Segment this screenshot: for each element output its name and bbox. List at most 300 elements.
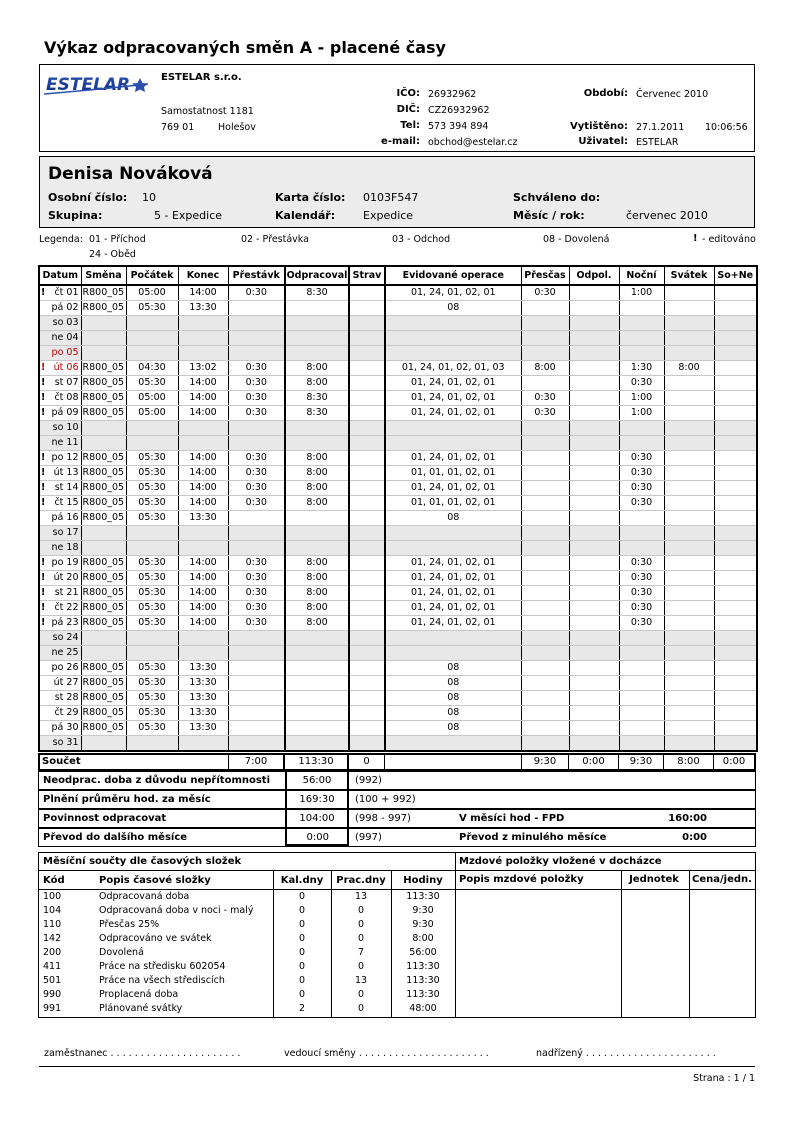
cell-food [349,346,385,361]
cell-end: 13:30 [178,721,228,736]
absence-label: Neodprac. doba z důvodu nepřítomnosti [43,775,271,786]
totals-worked: 113:30 [285,755,349,769]
cell-end: 14:00 [178,496,228,511]
cell-shift: R800_05 [81,511,126,526]
cell-night [619,346,664,361]
cell-night: 1:30 [619,361,664,376]
component-cell: 2 [298,1003,306,1014]
cell-ops [385,526,521,541]
cell-ops [385,736,521,752]
signature-superior: nadřízený . . . . . . . . . . . . . . . . . . . . . . [536,1048,716,1059]
cell-odp [569,376,619,391]
component-cell: 142 [43,933,62,944]
cell-work: 8:00 [285,451,349,466]
cell-shift: R800_05 [81,661,126,676]
cell-ops [385,541,521,556]
edited-flag: ! [41,497,46,508]
col-header: Svátek [664,266,714,285]
table-row [39,451,757,466]
table-row [39,631,757,646]
average-value: 169:30 [285,791,349,808]
fpd-label: V měsíci hod - FPD [459,813,565,824]
cell-ot [521,346,569,361]
component-cell: 0 [357,905,365,916]
cell-brk: 0:30 [228,376,285,391]
cell-end: 14:00 [178,391,228,406]
report-title: Výkaz odpracovaných směn A - placené časy [44,38,446,57]
cell-start [126,631,178,646]
component-cell: 0 [298,947,306,958]
cell-wknd [714,421,757,436]
cell-ot [521,466,569,481]
cell-brk: 0:30 [228,496,285,511]
table-row [39,721,757,736]
cell-wknd [714,691,757,706]
cell-ops: 01, 24, 01, 02, 01, 03 [385,361,521,376]
cell-ot [521,676,569,691]
col-header: Prac.dny [331,871,391,890]
col-header: Odpol. [569,266,619,285]
cell-ops: 01, 24, 01, 02, 01 [385,556,521,571]
cell-brk: 0:30 [228,451,285,466]
cell-end [178,331,228,346]
cell-brk [228,526,285,541]
cell-start: 05:30 [126,301,178,316]
cell-day [39,496,81,511]
component-row [39,974,455,988]
calendar-label: Kalendář: [275,209,336,222]
cell-night: 0:30 [619,556,664,571]
cell-ot: 0:30 [521,406,569,421]
cell-work [285,736,349,752]
table-header-row [39,266,757,285]
cell-brk: 0:30 [228,601,285,616]
cell-food [349,361,385,376]
employee-name: Denisa Nováková [48,164,213,184]
cell-hol [664,301,714,316]
cell-odp [569,361,619,376]
component-row [39,904,455,918]
cell-end [178,526,228,541]
cell-brk [228,436,285,451]
table-row [39,676,757,691]
col-header: Evidované operace [385,266,521,285]
cell-wknd [714,706,757,721]
cell-wknd [714,631,757,646]
cell-end: 13:30 [178,676,228,691]
day-label: ne 18 [51,542,79,553]
table-row [39,421,757,436]
cell-start [126,541,178,556]
cell-ops: 01, 01, 01, 02, 01 [385,466,521,481]
cell-wknd [714,301,757,316]
table-row [39,316,757,331]
cell-work: 8:00 [285,361,349,376]
col-header: Konec [178,266,228,285]
cell-day [39,361,81,376]
cell-hol [664,436,714,451]
component-cell: 7 [357,947,365,958]
cell-night: 0:30 [619,481,664,496]
cell-hol [664,391,714,406]
cell-end [178,631,228,646]
cell-brk [228,706,285,721]
cell-end: 14:00 [178,406,228,421]
cell-start: 05:30 [126,721,178,736]
cell-odp [569,541,619,556]
cell-shift: R800_05 [81,466,126,481]
cell-work: 8:30 [285,406,349,421]
cell-brk [228,421,285,436]
cell-night [619,511,664,526]
cell-day [39,676,81,691]
cell-food [349,661,385,676]
legend-label: Legenda: [39,234,83,245]
cell-ot [521,481,569,496]
cell-start: 05:30 [126,481,178,496]
edited-mark: ! [693,233,698,244]
component-cell: 991 [43,1003,62,1014]
cell-ops [385,421,521,436]
cell-brk [228,316,285,331]
cell-food [349,736,385,752]
cell-ot [521,601,569,616]
cell-odp [569,451,619,466]
cell-ot [521,736,569,752]
cell-brk [228,646,285,661]
required-code: (998 - 997) [355,813,411,824]
cell-hol: 8:00 [664,361,714,376]
cell-night [619,436,664,451]
cell-work: 8:00 [285,496,349,511]
cell-work [285,706,349,721]
ico-label: IČO: [396,88,420,99]
cell-night: 0:30 [619,496,664,511]
cell-day [39,571,81,586]
table-row [39,511,757,526]
cell-day [39,481,81,496]
cell-start: 05:30 [126,466,178,481]
cell-day [39,466,81,481]
component-cell: 9:30 [412,905,434,916]
legend-item: 01 - Příchod [89,234,146,245]
component-cell: 0 [298,961,306,972]
table-row [39,376,757,391]
cell-ops: 08 [385,721,521,736]
cell-odp [569,691,619,706]
cell-start [126,346,178,361]
day-label: po 12 [51,452,79,463]
day-label: pá 16 [51,512,79,523]
cell-night [619,541,664,556]
cell-end: 14:00 [178,601,228,616]
cell-hol [664,676,714,691]
cell-ops: 08 [385,706,521,721]
cell-shift [81,436,126,451]
cell-shift: R800_05 [81,481,126,496]
fpd-value: 160:00 [668,813,707,824]
cell-brk: 0:30 [228,586,285,601]
cell-shift [81,646,126,661]
totals-row [38,753,756,771]
cell-night: 0:30 [619,616,664,631]
totals-food: 0 [349,755,385,769]
cell-work [285,541,349,556]
cell-shift: R800_05 [81,301,126,316]
cell-work: 8:00 [285,556,349,571]
cell-night [619,421,664,436]
cell-odp [569,631,619,646]
cell-food [349,285,385,301]
cell-start: 04:30 [126,361,178,376]
cell-shift: R800_05 [81,451,126,466]
component-cell: Odpracováno ve svátek [99,933,212,944]
absence-row [38,771,756,790]
cell-night [619,706,664,721]
day-label: so 24 [52,632,79,643]
component-cell: 113:30 [406,961,440,972]
day-label: so 10 [52,422,79,433]
day-label: st 28 [54,692,79,703]
cell-end: 14:00 [178,451,228,466]
day-label: pá 09 [51,407,79,418]
cell-ot [521,706,569,721]
cell-wknd [714,601,757,616]
cell-start: 05:30 [126,661,178,676]
edited-flag: ! [41,602,46,613]
component-cell: 0 [357,961,365,972]
personal-no-value: 10 [142,191,156,204]
table-row [39,541,757,556]
cell-odp [569,436,619,451]
tel-label: Tel: [400,120,420,131]
cell-work [285,526,349,541]
required-value: 104:00 [285,810,349,827]
cell-food [349,556,385,571]
table-row [39,301,757,316]
cell-ops: 08 [385,511,521,526]
cell-ops [385,631,521,646]
cell-ot [521,526,569,541]
col-header: Přestávk [228,266,285,285]
cell-wknd [714,511,757,526]
day-label: čt 22 [54,602,79,613]
cell-shift: R800_05 [81,376,126,391]
cell-day [39,541,81,556]
cell-night [619,736,664,752]
day-label: po 26 [51,662,79,673]
cell-end [178,436,228,451]
day-label: ne 25 [51,647,79,658]
edited-flag: ! [41,407,46,418]
cell-start: 05:30 [126,616,178,631]
cell-night [619,301,664,316]
cell-ot [521,331,569,346]
table-row [39,661,757,676]
cell-night [619,631,664,646]
cell-odp [569,661,619,676]
cell-shift [81,736,126,752]
cell-wknd [714,541,757,556]
table-row [39,571,757,586]
cell-end [178,541,228,556]
cell-odp [569,285,619,301]
day-label: ne 04 [51,332,79,343]
cell-end: 14:00 [178,556,228,571]
cell-odp [569,706,619,721]
cell-hol [664,721,714,736]
wage-col-header: Jednotek [629,874,679,885]
cell-day [39,721,81,736]
cell-shift [81,526,126,541]
cell-day [39,706,81,721]
day-label: út 27 [53,677,79,688]
edited-flag: ! [41,482,46,493]
cell-day [39,601,81,616]
cell-ot [521,376,569,391]
cell-ot [521,661,569,676]
cell-ot [521,646,569,661]
edited-flag: ! [41,287,46,298]
cell-odp [569,466,619,481]
cell-night [619,721,664,736]
cell-wknd [714,496,757,511]
cell-brk: 0:30 [228,466,285,481]
cell-day [39,406,81,421]
component-cell: Práce na všech střediscích [99,975,225,986]
day-label: út 13 [53,467,79,478]
cell-hol [664,556,714,571]
cell-day [39,616,81,631]
cell-shift: R800_05 [81,571,126,586]
day-label: so 31 [52,737,79,748]
cell-ops: 01, 24, 01, 02, 01 [385,406,521,421]
cell-night: 0:30 [619,451,664,466]
cell-brk: 0:30 [228,481,285,496]
cell-ot: 0:30 [521,285,569,301]
cell-work: 8:00 [285,466,349,481]
tel-value: 573 394 894 [428,121,489,132]
dic-value: CZ26932962 [428,105,490,116]
day-label: út 06 [53,362,79,373]
component-row [39,1002,455,1016]
cell-end: 14:00 [178,586,228,601]
average-row [38,790,756,809]
cell-wknd [714,406,757,421]
cell-day [39,661,81,676]
company-zip: 769 01 [161,122,195,133]
company-name: ESTELAR s.r.o. [161,72,242,83]
col-header: Datum [39,266,81,285]
cell-hol [664,601,714,616]
day-label: pá 02 [51,302,79,313]
cell-work [285,646,349,661]
cell-end [178,736,228,752]
totals-holiday: 8:00 [664,755,714,769]
table-row [39,436,757,451]
cell-work: 8:00 [285,481,349,496]
cell-ot [521,571,569,586]
cell-hol [664,316,714,331]
wage-col-header: Popis mzdové položky [459,874,584,885]
cell-food [349,316,385,331]
col-header: Strav [349,266,385,285]
cell-night [619,316,664,331]
cell-start: 05:00 [126,391,178,406]
cell-food [349,436,385,451]
component-row [39,918,455,932]
table-row [39,481,757,496]
component-cell: 200 [43,947,62,958]
cell-brk: 0:30 [228,406,285,421]
cell-wknd [714,346,757,361]
approved-label: Schváleno do: [513,191,601,204]
cell-odp [569,526,619,541]
cell-start: 05:00 [126,285,178,301]
cell-ops [385,436,521,451]
totals-label: Součet [42,756,81,767]
ico-value: 26932962 [428,89,477,100]
cell-brk: 0:30 [228,571,285,586]
cell-ops: 01, 24, 01, 02, 01 [385,616,521,631]
cell-end [178,646,228,661]
component-cell: 100 [43,891,62,902]
cell-day [39,736,81,752]
cell-start [126,646,178,661]
cell-start: 05:00 [126,406,178,421]
component-row [39,932,455,946]
cell-brk [228,736,285,752]
cell-brk [228,661,285,676]
cell-ot [521,451,569,466]
cell-ot [521,496,569,511]
card-value: 0103F547 [363,191,419,204]
cell-ot [521,691,569,706]
cell-work [285,301,349,316]
cell-ops [385,646,521,661]
edited-flag: ! [41,452,46,463]
component-row [39,890,455,905]
day-label: čt 08 [54,392,79,403]
cell-start [126,421,178,436]
cell-food [349,466,385,481]
cell-end: 13:30 [178,511,228,526]
cell-work: 8:00 [285,601,349,616]
cell-food [349,481,385,496]
cell-shift: R800_05 [81,706,126,721]
component-cell: 113:30 [406,989,440,1000]
cell-shift [81,316,126,331]
cell-shift: R800_05 [81,556,126,571]
cell-food [349,601,385,616]
cell-day [39,376,81,391]
col-header: Počátek [126,266,178,285]
cell-start: 05:30 [126,601,178,616]
cell-day [39,511,81,526]
printed-date: 27.1.2011 [636,122,685,133]
carry-code: (997) [355,832,382,843]
component-cell: 0 [357,933,365,944]
cell-brk: 0:30 [228,285,285,301]
cell-start [126,436,178,451]
cell-food [349,376,385,391]
cell-end: 14:00 [178,376,228,391]
page-number: Strana : 1 / 1 [693,1073,755,1084]
table-row [39,691,757,706]
carry-value: 0:00 [285,829,349,846]
day-label: pá 30 [51,722,79,733]
company-street: Samostatnost 1181 [161,106,254,117]
